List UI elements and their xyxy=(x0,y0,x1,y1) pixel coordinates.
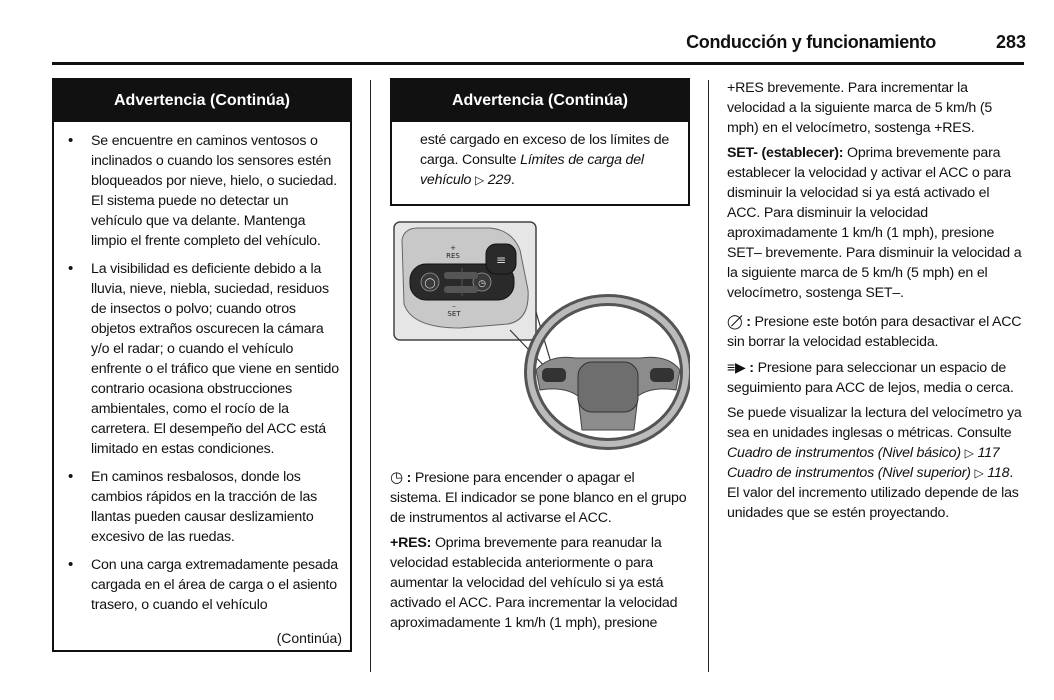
warning-list xyxy=(54,122,350,615)
warning-body: esté cargado en exceso de los límites de carga. Consulte Límites de carga del vehículo ▷ 229. xyxy=(420,132,670,188)
reference-link[interactable]: Cuadro de instrumentos (Nivel superior) xyxy=(727,465,971,481)
svg-text:◷: ◷ xyxy=(478,279,486,289)
paragraph-res-cont: +RES brevemente. Para incrementar la velocidad a la siguiente marca de 5 km/h (5 mph) en el velocímetro, sostenga +RES. xyxy=(727,80,993,136)
warning-item: • En caminos resbalosos, donde los cambios rápidos en la tracción de las llantas pueden causar deslizamiento excesivo de las ruedas. xyxy=(64,467,342,547)
paragraph-units: Se puede visualizar la lectura del velocímetro ya sea en unidades inglesas o métricas. Consulte Cuadro de instrumentos (Nivel básico) ▷ 117 Cuadro de instrumentos (Nivel superior) ▷ 118. El valor del incremento utilizado depende de las unidades que se estén proyectando. xyxy=(727,405,1022,521)
column-divider xyxy=(708,80,709,672)
paragraph-cancel: ◯̸ : Presione este botón para desactivar el ACC sin borrar la velocidad establecida. xyxy=(727,313,1022,350)
steering-wheel-figure xyxy=(390,220,690,460)
set-rocker xyxy=(444,286,478,293)
middle-text xyxy=(390,468,688,638)
set-label: SET xyxy=(447,310,461,318)
right-text xyxy=(727,78,1025,528)
paragraph-set: SET- (establecer): Oprima brevemente para establecer la velocidad y activar el ACC o para disminuir la velocidad si ya está activado el ACC. Para disminuir la velocidad aproximadamente 1 km/h (1 mph), presione SET– brevemente. Para disminuir la velocidad a la siguiente marca de 5 km/h (5 mph) en el velocímetro, sostenga SET–. xyxy=(727,145,1022,301)
paragraph-res: +RES: Oprima brevemente para reanudar la velocidad establecida anteriormente o para aumentar la velocidad del vehículo si ya está activado el ACC. Para incrementar la velocidad aproximadamente 1 km/h (1 mph), presione xyxy=(390,535,678,631)
page-header xyxy=(0,28,1054,58)
warning-title: Advertencia (Continúa) xyxy=(54,80,350,122)
page-number: 283 xyxy=(995,32,1026,52)
airbag-cover xyxy=(578,362,638,412)
svg-text:≡: ≡ xyxy=(495,253,507,267)
svg-text:◯: ◯ xyxy=(424,278,436,289)
warning-item: • La visibilidad es deficiente debido a la lluvia, nieve, niebla, suciedad, residuos de insectos o polvo; cuando otros objetos extraños oscurecen la cámara y/o el radar; o cuando el vehículo enfrente o el tráfico que viene en sentido contrario ocasiona obstrucciones ambientales, como el rocío de la carretera. El desempeño del ACC está limitado en estas condiciones. xyxy=(64,259,342,459)
res-rocker xyxy=(444,272,478,279)
arrow-icon: ▷ xyxy=(974,466,984,480)
res-label: RES xyxy=(446,252,460,260)
cancel-icon: ◯̸ xyxy=(727,313,743,329)
arrow-icon: ▷ xyxy=(475,173,485,187)
steering-wheel-illustration xyxy=(390,220,690,460)
continued-label: (Continúa) xyxy=(276,630,342,646)
warning-box-middle xyxy=(390,78,690,206)
reference-link[interactable]: Límites de carga del vehículo xyxy=(420,152,644,188)
res-label: + xyxy=(450,244,456,252)
warning-box-left xyxy=(52,78,352,652)
warning-item: • Con una carga extremadamente pesada cargada en el área de carga o el asiento trasero, o cuando el vehículo xyxy=(64,555,342,615)
paragraph-gap: ≡▶ : Presione para seleccionar un espacio de seguimiento para ACC de lejos, media o cerca. xyxy=(727,359,1014,396)
page-ref[interactable]: 229 xyxy=(487,172,511,188)
arrow-icon: ▷ xyxy=(964,446,974,460)
svg-text:–: – xyxy=(452,302,456,310)
section-title: Conducción y funcionamiento xyxy=(686,32,936,52)
warning-title: Advertencia (Continúa) xyxy=(392,80,688,122)
warning-item: • Se encuentre en caminos ventosos o inclinados o cuando los sensores estén bloqueados por nieve, hielo, o suciedad. El sistema puede no detectar un vehículo que va delante. Mantenga limpio el frente completo del vehículo. xyxy=(64,131,342,251)
acc-onoff-icon: ◷ xyxy=(390,469,403,486)
reference-link[interactable]: Cuadro de instrumentos (Nivel básico) xyxy=(727,445,961,461)
page-ref[interactable]: 117 xyxy=(977,445,1000,461)
page-ref[interactable]: 118 xyxy=(987,465,1010,481)
header-rule xyxy=(52,62,1024,65)
following-gap-icon: ≡▶ xyxy=(727,359,746,375)
paragraph-acc-onoff: ◷ : Presione para encender o apagar el sistema. El indicador se pone blanco en el grupo de instrumentos al activarse el ACC. xyxy=(390,469,687,526)
column-divider xyxy=(370,80,371,672)
